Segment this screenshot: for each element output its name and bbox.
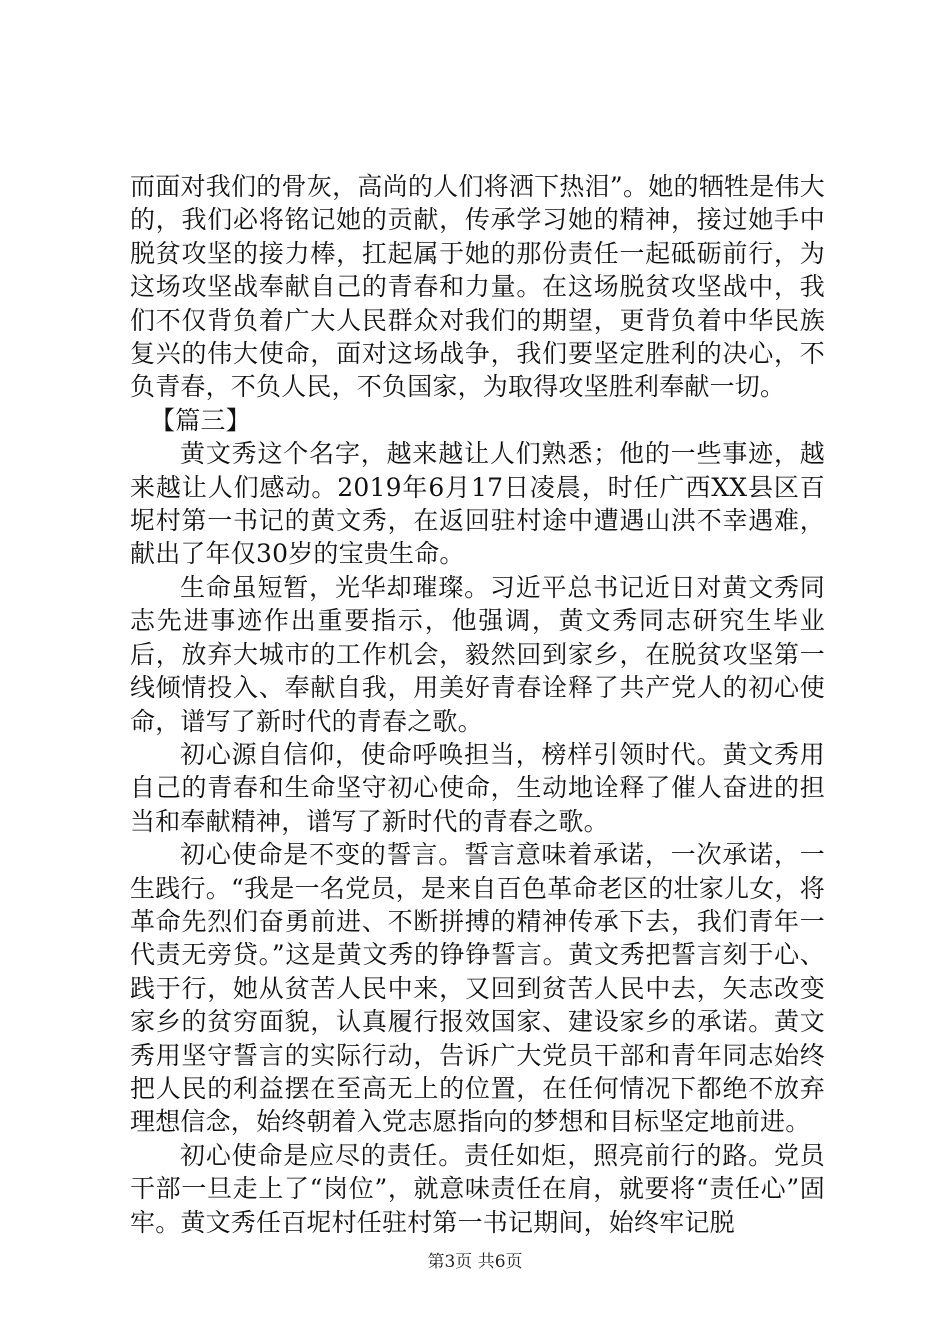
paragraph: 初心源自信仰，使命呼唤担当，榜样引领时代。黄文秀用自己的青春和生命坚守初心使命，生动地诠释了催人奋进的担当和奉献精神，谱写了新时代的青春之歌。 [130, 739, 825, 836]
paragraph-continuation: 而面对我们的骨灰，高尚的人们将洒下热泪”。她的牺牲是伟大的，我们必将铭记她的贡献，传承学习她的精神，接过她手中脱贫攻坚的接力棒，扛起属于她的那份责任一起砥砺前行，为这场攻坚战奉献自己的青春和力量。在这场脱贫攻坚战中，我们不仅背负着广大人民群众对我们的期望，更背负着中华民族复兴的伟大使命，面对这场战争，我们要坚定胜利的决心，不负青春，不负人民，不负国家，为取得攻坚胜利奉献一切。 [130, 172, 825, 402]
page-footer: 第3页 共6页 [427, 1252, 523, 1272]
paragraph: 初心使命是应尽的责任。责任如炬，照亮前行的路。党员干部一旦走上了“岗位”，就意味责任在肩，就要将“责任心”固牢。黄文秀任百坭村任驻村第一书记期间，始终牢记脱 [130, 1140, 825, 1237]
paragraph: 初心使命是不变的誓言。誓言意味着承诺，一次承诺，一生践行。“我是一名党员，是来自百色革命老区的壮家儿女，将革命先烈们奋勇前进、不断拼搏的精神传承下去，我们青年一代责无旁贷。”这是黄文秀的铮铮誓言。黄文秀把誓言刻于心、践于行，她从贫苦人民中来，又回到贫苦人民中去，矢志改变家乡的贫穷面貌，认真履行报效国家、建设家乡的承诺。黄文秀用坚守誓言的实际行动，告诉广大党员干部和青年同志始终把人民的利益摆在至高无上的位置，在任何情况下都绝不放弃理想信念，始终朝着入党志愿指向的梦想和目标坚定地前进。 [130, 840, 825, 1137]
section-heading: 【篇三】 [150, 405, 251, 435]
paragraph: 生命虽短暂，光华却璀璨。习近平总书记近日对黄文秀同志先进事迹作出重要指示，他强调，黄文秀同志研究生毕业后，放弃大城市的工作机会，毅然回到家乡，在脱贫攻坚第一线倾情投入、奉献自我，用美好青春诠释了共产党人的初心使命，谱写了新时代的青春之歌。 [130, 572, 825, 736]
document-body [130, 170, 825, 1239]
paragraph: 黄文秀这个名字，越来越让人们熟悉；他的一些事迹，越来越让人们感动。2019年6月17日凌晨，时任广西XX县区百坭村第一书记的黄文秀，在返回驻村途中遭遇山洪不幸遇难，献出了年仅30岁的宝贵生命。 [130, 439, 825, 569]
